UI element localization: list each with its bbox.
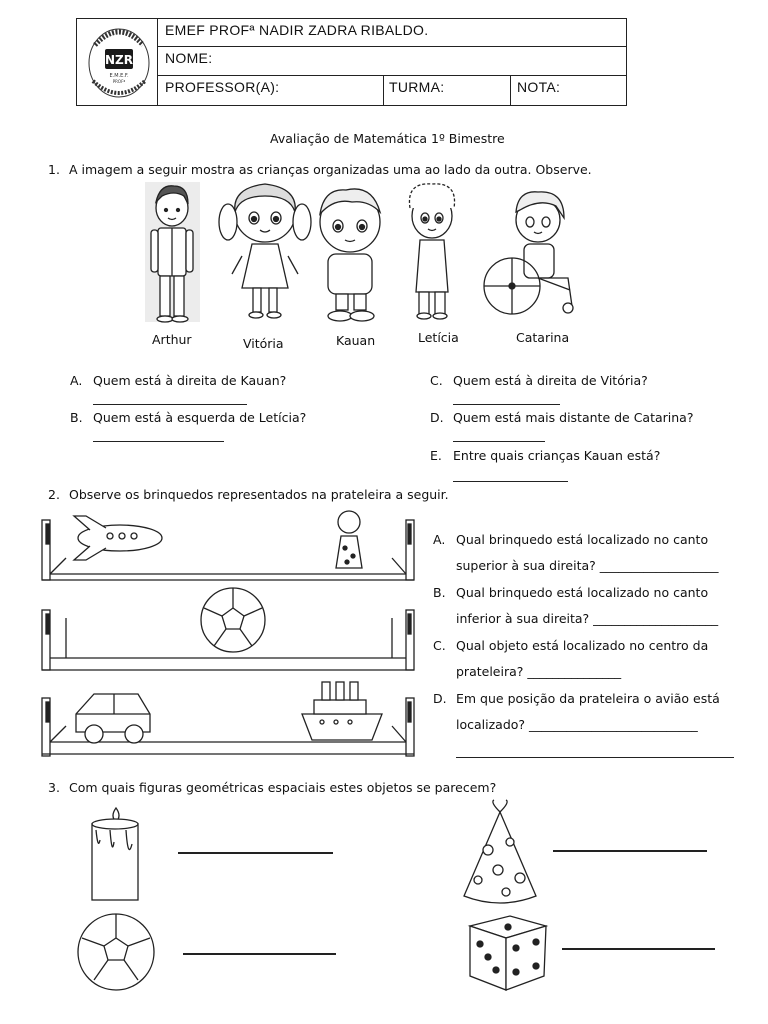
q3-text: Com quais figuras geométricas espaciais estes objetos se parecem? [69, 780, 497, 795]
ball-answer-line[interactable] [183, 953, 336, 955]
q1a-answer-line[interactable] [93, 404, 247, 405]
q2a-line1: Qual brinquedo está localizado no canto [456, 532, 709, 547]
party-hat-icon [464, 800, 536, 903]
child-name-kauan: Kauan [336, 333, 376, 348]
q2c-letter: C. [433, 638, 446, 653]
q2b-line1: Qual brinquedo está localizado no canto [456, 585, 709, 600]
q2a-letter: A. [433, 532, 446, 547]
car-icon [76, 694, 150, 743]
hat-answer-line[interactable] [553, 850, 707, 852]
q2d-letter: D. [433, 691, 447, 706]
school-logo [77, 19, 158, 105]
q2c-line1: Qual objeto está localizado no centro da [456, 638, 709, 653]
grade-field-label: NOTA: [517, 79, 561, 95]
q1e-text: Entre quais crianças Kauan está? [453, 448, 661, 463]
shelf-illustration [40, 508, 425, 758]
ship-icon [302, 682, 382, 740]
q1b-text: Quem está à esquerda de Letícia? [93, 410, 307, 425]
q1-text: A imagem a seguir mostra as crianças organizadas uma ao lado da outra. Observe. [69, 162, 592, 177]
header-table [76, 18, 627, 106]
dice-icon [470, 916, 546, 990]
catarina-figure [484, 192, 573, 314]
q1c-letter: C. [430, 373, 443, 388]
ball-icon [78, 914, 154, 990]
candle-icon [92, 808, 138, 900]
q1b-answer-line[interactable] [93, 441, 224, 442]
airplane-icon [74, 516, 162, 560]
q1-number: 1. [48, 162, 60, 177]
q2d-line1: Em que posição da prateleira o avião está [456, 691, 720, 706]
q1c-text: Quem está à direita de Vitória? [453, 373, 648, 388]
q2-number: 2. [48, 487, 60, 502]
q2d-line2: localizado? ___________________________ [456, 717, 698, 732]
q1b-letter: B. [70, 410, 83, 425]
q2a-line2: superior à sua direita? ___________________ [456, 558, 719, 573]
soccer-ball-icon [201, 588, 265, 652]
name-field-label: NOME: [165, 50, 213, 66]
child-name-leticia: Letícia [418, 330, 459, 345]
q2b-letter: B. [433, 585, 446, 600]
q1d-text: Quem está mais distante de Catarina? [453, 410, 694, 425]
q3-number: 3. [48, 780, 60, 795]
svg-text:E.M.E.F.: E.M.E.F. [109, 73, 129, 79]
q1a-letter: A. [70, 373, 83, 388]
q2d-extra-answer-line[interactable] [456, 757, 734, 758]
candle-answer-line[interactable] [178, 852, 333, 854]
class-field-label: TURMA: [389, 79, 445, 95]
child-name-catarina: Catarina [516, 330, 570, 345]
svg-text:NZR: NZR [105, 53, 133, 67]
school-seal-icon [77, 19, 157, 105]
vitoria-figure [219, 184, 311, 318]
leticia-figure [409, 184, 454, 319]
school-name: EMEF PROFª NADIR ZADRA RIBALDO. [165, 22, 429, 38]
q1d-letter: D. [430, 410, 444, 425]
q1e-answer-line[interactable] [453, 481, 568, 482]
child-name-arthur: Arthur [152, 332, 192, 347]
q1c-answer-line[interactable] [453, 404, 560, 405]
q2b-line2: inferior à sua direita? ____________________ [456, 611, 719, 626]
children-illustration [140, 182, 590, 332]
q2c-line2: prateleira? _______________ [456, 664, 622, 679]
kauan-figure [320, 189, 380, 321]
q2-text: Observe os brinquedos representados na prateleira a seguir. [69, 487, 449, 502]
page-title: Avaliação de Matemática 1º Bimestre [270, 131, 505, 146]
geometry-objects-illustration [70, 800, 560, 1020]
doll-icon [336, 511, 362, 568]
dice-answer-line[interactable] [562, 948, 715, 950]
teacher-field-label: PROFESSOR(A): [165, 79, 280, 95]
child-name-vitoria: Vitória [243, 336, 284, 351]
svg-text:PROFª: PROFª [112, 79, 126, 84]
arthur-figure [145, 182, 200, 322]
q1a-text: Quem está à direita de Kauan? [93, 373, 287, 388]
q1d-answer-line[interactable] [453, 441, 545, 442]
q1e-letter: E. [430, 448, 442, 463]
